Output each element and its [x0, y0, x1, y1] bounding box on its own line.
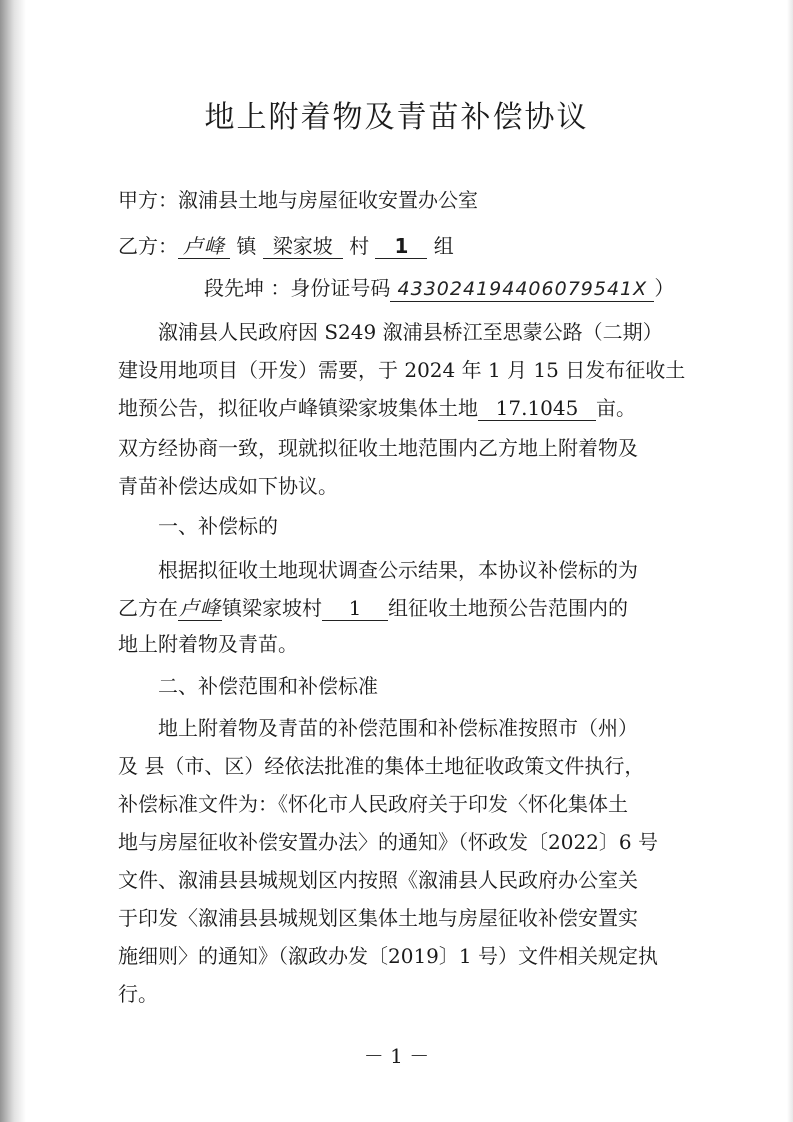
- section-1-line-2-post: 组征收土地预公告范围内的: [388, 596, 628, 620]
- section-2-line-5: 文件、溆浦县县城规划区内按照《溆浦县人民政府办公室关: [118, 868, 638, 892]
- party-b-village-suffix: 村: [349, 234, 370, 258]
- section-2-line-6: 于印发〈溆浦县县城规划区集体土地与房屋征收补偿安置实: [118, 906, 638, 930]
- section-1-line-2: [118, 594, 628, 622]
- party-b-person-line: [204, 274, 674, 302]
- id-label: ：身份证号码: [270, 276, 391, 300]
- section-1-line-1: 根据拟征收土地现状调查公示结果，本协议补偿标的为: [158, 558, 638, 582]
- party-b-town: 卢峰: [178, 234, 230, 259]
- intro-line-4: 双方经协商一致，现就拟征收土地范围内乙方地上附着物及: [118, 436, 638, 460]
- section-1-line-2-mid: 镇梁家坡村: [222, 596, 322, 620]
- party-b-group-suffix: 组: [433, 234, 454, 258]
- scan-shadow-left: [0, 0, 26, 1122]
- section-2-line-7: 施细则〉的通知》（溆政办发〔2019〕1 号）文件相关规定执: [118, 944, 658, 968]
- section-2-line-4: 地与房屋征收补偿安置办法〉的通知》（怀政发〔2022〕6 号: [118, 830, 658, 854]
- section-1-group: 1: [322, 596, 388, 621]
- section-2-line-1: 地上附着物及青苗的补偿范围和补偿标准按照市（州）: [158, 716, 638, 740]
- section-1-heading: 一、补偿标的: [158, 514, 278, 538]
- intro-line-3-post: 亩。: [596, 396, 636, 420]
- party-a-label: 甲方：: [118, 188, 178, 212]
- id-number: 433024194406079541X: [390, 277, 654, 302]
- party-b-line: [118, 232, 454, 260]
- party-a-value: 溆浦县土地与房屋征收安置办公室: [178, 188, 478, 212]
- party-a-line: [118, 186, 478, 214]
- party-b-village: 梁家坡: [263, 234, 343, 259]
- section-2-heading: 二、补偿范围和补偿标准: [158, 674, 378, 698]
- land-area-value: 17.1045: [478, 396, 596, 421]
- party-b-group: 1: [375, 234, 427, 259]
- section-1-line-2-pre: 乙方在: [118, 596, 178, 620]
- id-close-paren: ）: [654, 276, 675, 300]
- page-number: － 1 －: [363, 1044, 430, 1068]
- intro-line-2: 建设用地项目（开发）需要，于 2024 年 1 月 15 日发布征收土: [118, 358, 686, 382]
- page-title: 地上附着物及青苗补偿协议: [204, 100, 589, 135]
- intro-line-5: 青苗补偿达成如下协议。: [118, 474, 338, 498]
- person-name: 段先坤: [204, 276, 264, 300]
- party-b-town-suffix: 镇: [236, 234, 257, 258]
- section-1-line-3: 地上附着物及青苗。: [118, 632, 298, 656]
- section-2-line-2: 及 县（市、区）经依法批准的集体土地征收政策文件执行，: [118, 754, 645, 778]
- section-1-town: 卢峰: [179, 596, 221, 620]
- intro-line-3-pre: 地预公告，拟征收卢峰镇梁家坡集体土地: [118, 396, 478, 420]
- scan-shadow-right: [787, 0, 793, 1122]
- party-b-label: 乙方：: [118, 234, 178, 258]
- section-2-line-3: 补偿标准文件为：《怀化市人民政府关于印发〈怀化集体土: [118, 792, 628, 816]
- intro-line-1: 溆浦县人民政府因 S249 溆浦县桥江至思蒙公路（二期）: [158, 320, 663, 344]
- section-2-line-8: 行。: [118, 982, 158, 1006]
- intro-line-3: [118, 394, 636, 422]
